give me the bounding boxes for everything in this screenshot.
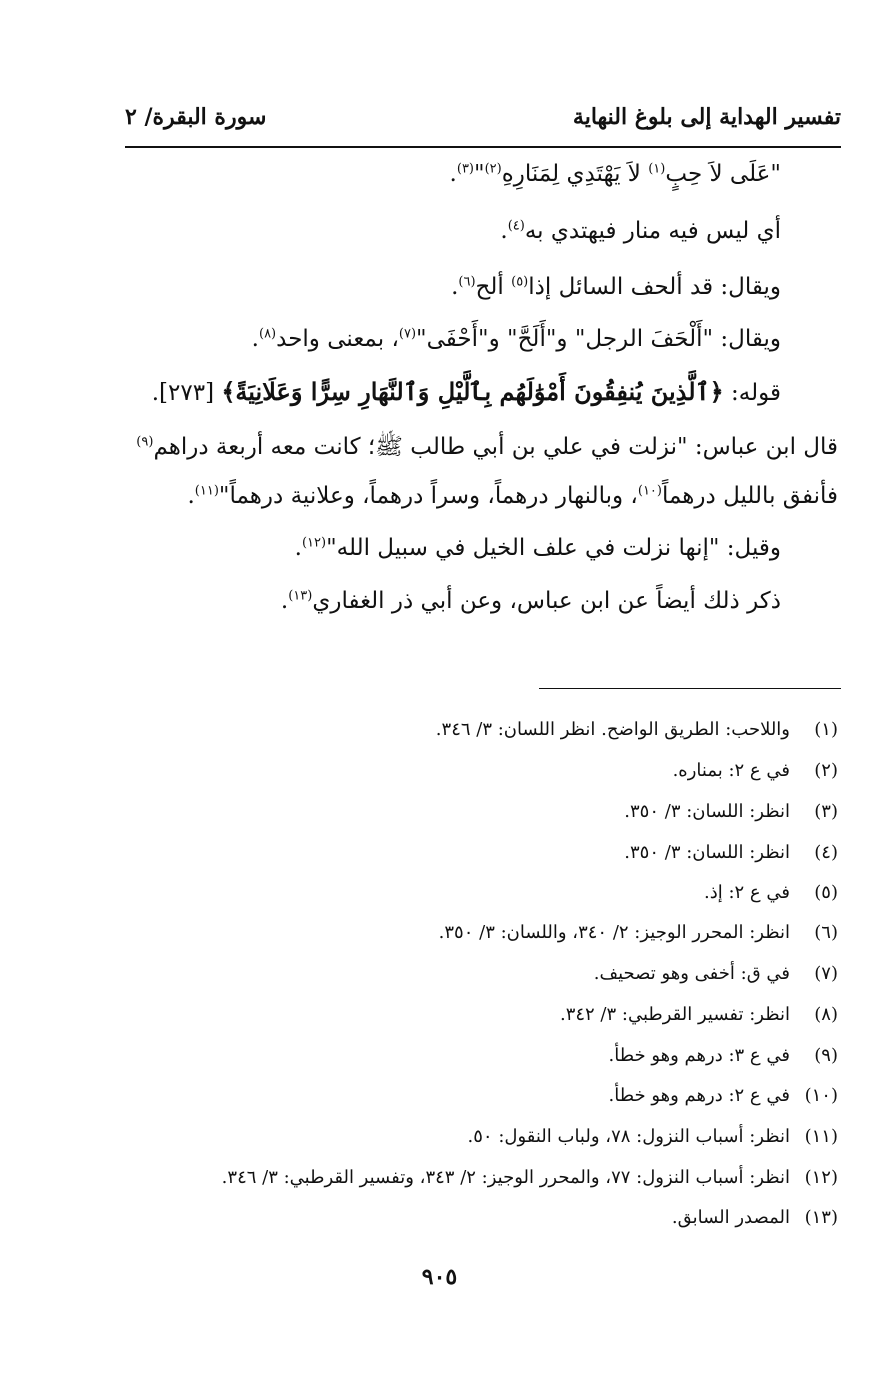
footnote-text: في ع ٣: درهم وهو خطأ. <box>608 1045 790 1066</box>
footnote-text: المصدر السابق. <box>671 1207 790 1228</box>
paragraph-text: ، بمعنى واحد <box>276 326 399 352</box>
footnote-item <box>609 1045 838 1067</box>
poetry-line <box>450 161 781 189</box>
punctuation: . <box>500 218 508 244</box>
punctuation: . <box>280 588 289 614</box>
quran-verse-line <box>152 378 781 408</box>
footnote-ref: (١٣) <box>288 588 313 604</box>
page-number: ٩٠٥ <box>421 1264 458 1290</box>
body-paragraph <box>252 326 781 354</box>
footnote-ref: (٨) <box>258 326 277 342</box>
verse-text-a: "عَلَى لاَ حِبٍ <box>665 161 781 187</box>
running-header <box>125 95 841 139</box>
footnote-ref: (٦) <box>458 274 476 290</box>
body-paragraph <box>451 274 781 302</box>
quran-verse: ﴿ٱلَّذِينَ يُنفِقُونَ أَمْوَٰلَهُم بِٱلَّيْلِ وَٱلنَّهَارِ سِرًّا وَعَلَانِيَةً﴾ <box>221 377 724 406</box>
footnote-number: (٣) <box>814 801 838 822</box>
footnote-item <box>222 1167 838 1189</box>
footnote-text: في ع ٢: بمناره. <box>672 760 790 781</box>
footnote-text: انظر: تفسير القرطبي: ٣/ ٣٤٢. <box>559 1004 790 1025</box>
footnote-text: انظر: اللسان: ٣/ ٣٥٠. <box>624 801 790 822</box>
footnote-ref: (١) <box>648 161 666 177</box>
surah-label: سورة البقرة/ ٢ <box>125 104 267 130</box>
footnote-ref: (١٠) <box>637 483 662 499</box>
quote-mark: " <box>474 161 485 187</box>
book-title: تفسير الهداية إلى بلوغ النهاية <box>572 104 841 130</box>
paragraph-text: ويقال: "أَلْحَفَ الرجل" و"أَلَحَّ" و"أَحْفَى" <box>416 326 781 352</box>
footnote-ref: (٥) <box>511 274 529 290</box>
footnote-item <box>560 1004 838 1026</box>
ayah-number: [٢٧٣]. <box>151 380 222 406</box>
paragraph-text: ويقال: قد ألحف السائل إذا <box>528 274 781 300</box>
footnote-item <box>673 760 838 782</box>
footnote-number: (٢) <box>814 760 838 781</box>
footnote-ref: (٩) <box>136 434 154 450</box>
punctuation: . <box>449 161 457 187</box>
footnote-ref: (١١) <box>194 483 219 499</box>
paragraph-text: ذكر ذلك أيضاً عن ابن عباس، وعن أبي ذر الغفاري <box>312 588 781 614</box>
footnote-text: انظر: المحرر الوجيز: ٢/ ٣٤٠، واللسان: ٣/ ٣٥٠. <box>438 922 790 943</box>
footnote-item <box>624 842 838 864</box>
footnote-divider <box>539 688 841 689</box>
paragraph-text: ألح <box>475 274 512 300</box>
footnote-text: في ع ٢: درهم وهو خطأ. <box>608 1085 790 1106</box>
footnote-ref: (٧) <box>398 326 417 342</box>
footnote-text: انظر: اللسان: ٣/ ٣٥٠. <box>624 842 790 863</box>
footnote-text: في ق: أخفى وهو تصحيف. <box>593 963 790 984</box>
footnote-text: واللاحب: الطريق الواضح. انظر اللسان: ٣/ ٣٤٦. <box>435 719 790 740</box>
punctuation: . <box>294 535 302 561</box>
footnote-item <box>609 1085 838 1107</box>
body-paragraph <box>500 218 781 246</box>
verse-text-b: لاَ يَهْتَدِي لِمَنَارِهِ <box>501 161 649 187</box>
footnote-ref: (٣) <box>456 161 474 177</box>
footnote-number: (١٢) <box>804 1167 838 1188</box>
punctuation: . <box>251 326 259 352</box>
footnote-item <box>439 922 838 944</box>
body-paragraph <box>281 588 781 616</box>
paragraph-text: فأنفق بالليل درهماً <box>661 483 838 509</box>
footnote-ref: (٤) <box>507 218 525 234</box>
footnote-item <box>704 882 838 904</box>
paragraph-text: قال ابن عباس: "نزلت في علي بن أبي طالب ﷺ؛ كانت معه أربعة دراهم <box>153 434 838 460</box>
footnote-ref: (٢) <box>484 161 502 177</box>
paragraph-text: أي ليس فيه منار فيهتدي به <box>524 218 781 244</box>
paragraph-text: ، وبالنهار درهماً، وسراً درهماً، وعلانية درهماً" <box>218 483 638 509</box>
footnote-number: (٦) <box>814 922 838 943</box>
punctuation: . <box>187 483 195 509</box>
paragraph-text: وقيل: "إنها نزلت في علف الخيل في سبيل الله" <box>326 535 781 561</box>
footnote-number: (١٣) <box>804 1207 838 1228</box>
footnote-item <box>468 1126 838 1148</box>
footnote-number: (١١) <box>804 1126 838 1147</box>
footnote-number: (٨) <box>814 1004 838 1025</box>
footnote-text: انظر: أسباب النزول: ٧٧، والمحرر الوجيز: ٢/ ٣٤٣، وتفسير القرطبي: ٣/ ٣٤٦. <box>221 1167 790 1188</box>
footnote-text: انظر: أسباب النزول: ٧٨، ولباب النقول: ٥٠. <box>467 1126 790 1147</box>
footnote-number: (١) <box>814 719 838 740</box>
footnote-item <box>594 963 838 985</box>
footnote-number: (٥) <box>814 882 838 903</box>
footnote-item <box>624 801 838 823</box>
footnote-text: في ع ٢: إذ. <box>704 882 790 903</box>
footnote-item <box>436 719 838 741</box>
footnote-number: (٩) <box>814 1045 838 1066</box>
punctuation: . <box>451 274 459 300</box>
paragraph-text: قوله: <box>723 380 781 406</box>
header-divider <box>125 146 841 148</box>
body-paragraph <box>136 434 838 462</box>
footnote-ref: (١٢) <box>301 535 327 551</box>
footnote-number: (٧) <box>814 963 838 984</box>
footnote-item <box>672 1207 838 1229</box>
body-paragraph <box>295 535 781 563</box>
footnote-number: (٤) <box>814 842 838 863</box>
body-paragraph <box>187 483 838 511</box>
footnote-number: (١٠) <box>804 1085 838 1106</box>
